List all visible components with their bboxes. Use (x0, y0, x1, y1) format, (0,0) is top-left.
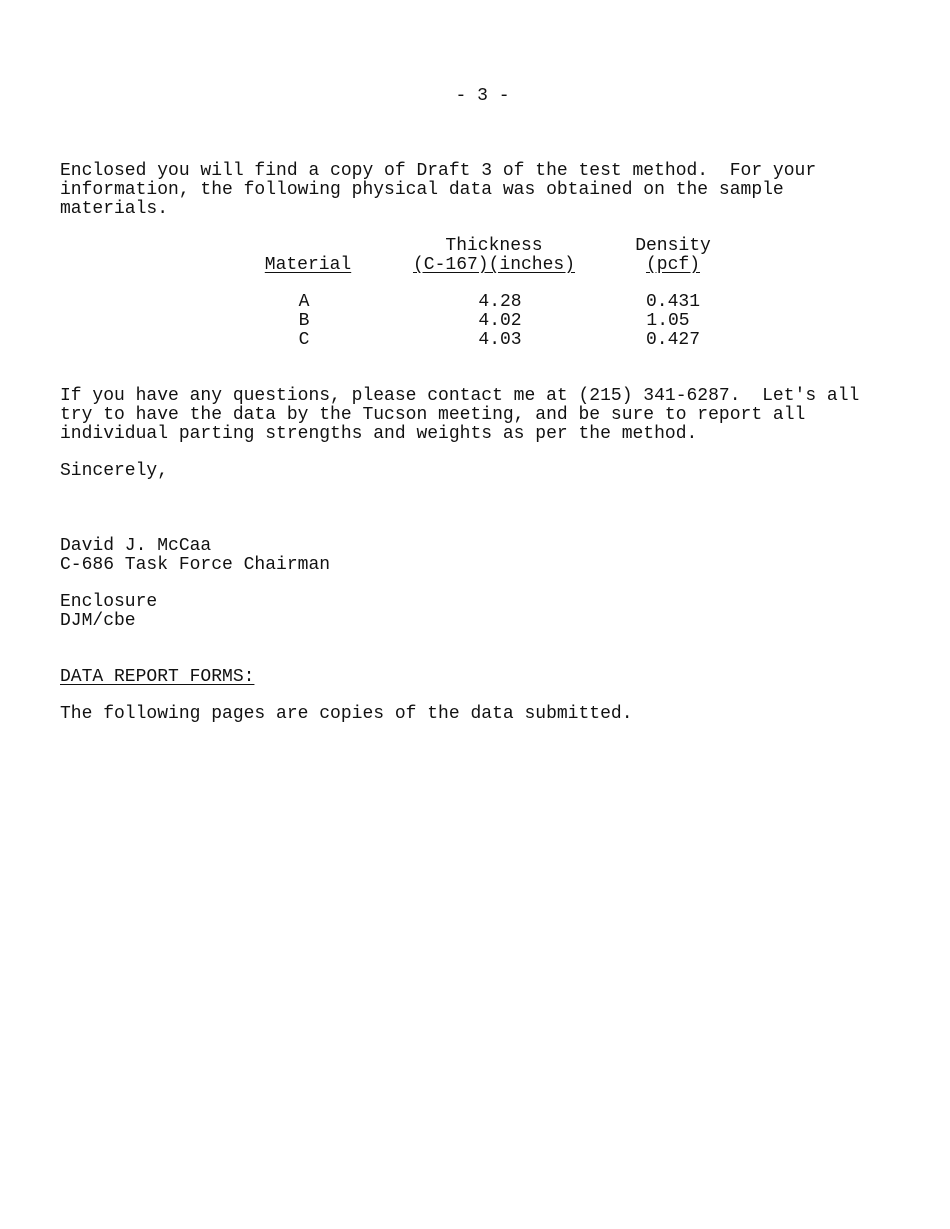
data-report-text: The following pages are copies of the data submitted. (60, 704, 633, 724)
header-density-bottom: (pcf) (645, 255, 700, 275)
signer-name: David J. McCaa (60, 536, 212, 556)
cell-density: 0.427 (645, 330, 700, 350)
header-material: Material (264, 255, 352, 275)
intro-line: Enclosed you will find a copy of Draft 3 of the test method. For your (60, 161, 817, 181)
salutation: Sincerely, (60, 461, 169, 481)
page-number: - 3 - (455, 86, 510, 106)
cell-density: 0.431 (645, 292, 700, 312)
header-density-top: Density (635, 236, 711, 256)
typist-initials: DJM/cbe (60, 611, 136, 631)
cell-material: A (298, 292, 310, 312)
cell-material: C (298, 330, 310, 350)
cell-thickness: 4.03 (478, 330, 522, 350)
signer-title: C-686 Task Force Chairman (60, 555, 331, 575)
closing-line: individual parting strengths and weights as per the method. (60, 424, 698, 444)
cell-thickness: 4.28 (478, 292, 522, 312)
header-thickness-top: Thickness (445, 236, 543, 256)
intro-line: information, the following physical data was obtained on the sample (60, 180, 784, 200)
closing-line: If you have any questions, please contact me at (215) 341-6287. Let's all (60, 386, 860, 406)
enclosure-label: Enclosure (60, 592, 158, 612)
closing-line: try to have the data by the Tucson meeting, and be sure to report all (60, 405, 806, 425)
cell-density: 1.05 (646, 311, 690, 331)
cell-thickness: 4.02 (478, 311, 522, 331)
cell-material: B (298, 311, 310, 331)
data-report-heading: DATA REPORT FORMS: (60, 667, 255, 687)
intro-line: materials. (60, 199, 169, 219)
header-thickness-bottom: (C-167)(inches) (412, 255, 576, 275)
